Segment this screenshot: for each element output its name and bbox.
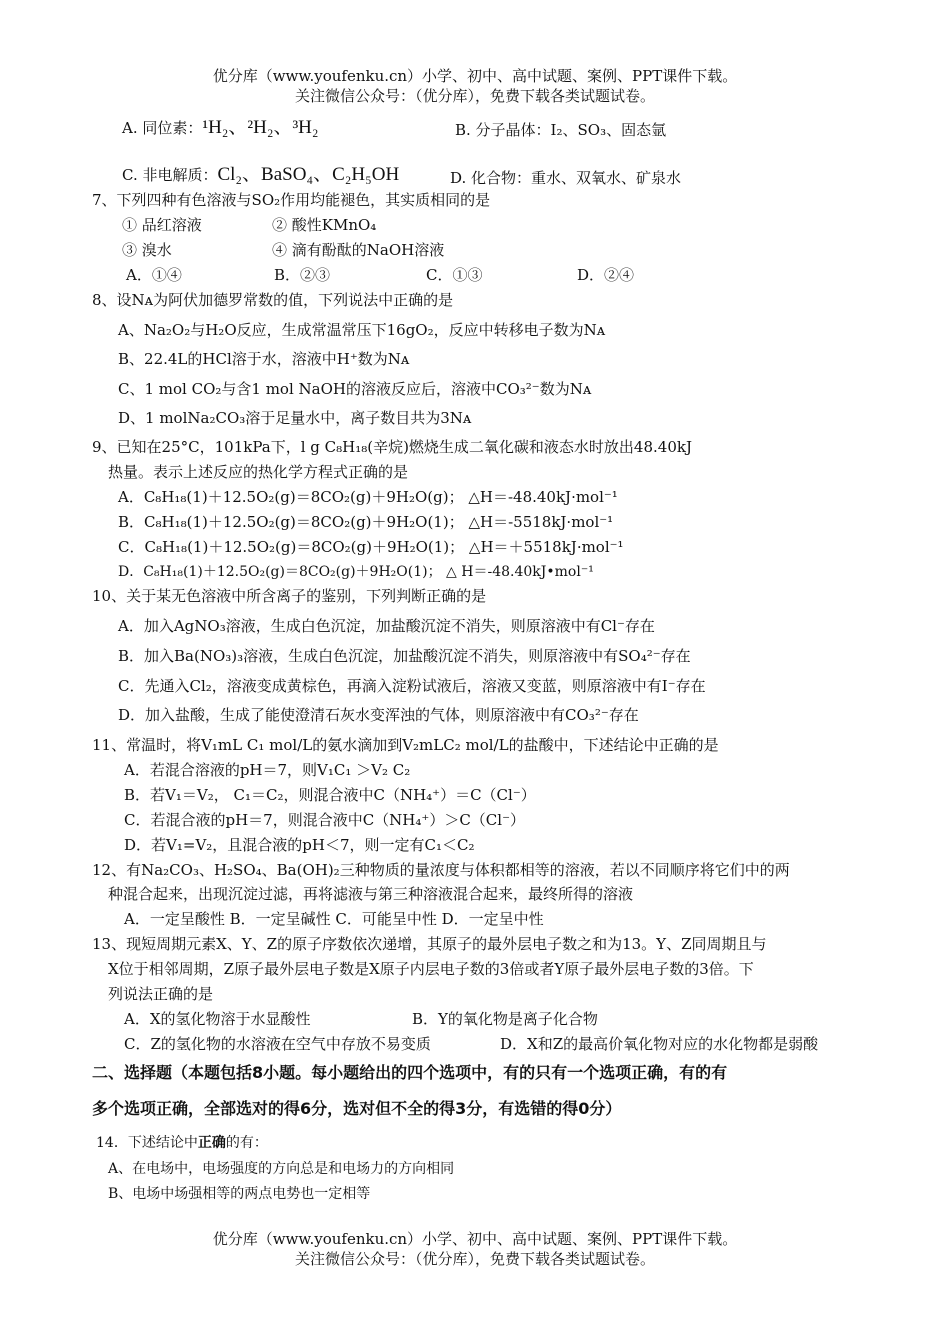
q6-option-b: B. 分子晶体：I₂、SO₃、固态氩	[455, 121, 667, 139]
q7-option-c: C．①③	[426, 266, 483, 284]
q13-stem-cont-2: 列说法正确的是	[108, 985, 214, 1003]
q14-stem	[96, 1133, 268, 1153]
q9-stem-cont: 热量。表示上述反应的热化学方程式正确的是	[108, 463, 409, 481]
q12-options: A．一定呈酸性 B．一定呈碱性 C．可能呈中性 D．一定呈中性	[124, 910, 544, 928]
q8-option-a: A、Na₂O₂与H₂O反应，生成常温常压下16gO₂，反应中转移电子数为Nᴀ	[118, 321, 606, 339]
q14-stem-post: 的有：	[225, 1135, 268, 1151]
q7-item-4: ④ 滴有酚酞的NaOH溶液	[272, 241, 445, 259]
q8-option-c: C、1 mol CO₂与含1 mol NaOH的溶液反应后，溶液中CO₃²⁻数为Nᴀ	[118, 380, 592, 398]
q11-option-a: A．若混合溶液的pH＝7，则V₁C₁ ＞V₂ C₂	[124, 761, 411, 779]
q14-option-b: B、电场中场强相等的两点电势也一定相等	[108, 1186, 371, 1202]
q13-stem: 13、现短周期元素X、Y、Z的原子序数依次递增，其原子的最外层电子数之和为13。Y、Z同周期且与	[92, 935, 767, 953]
q6-option-a	[122, 118, 319, 138]
q7-stem: 7、下列四种有色溶液与SO₂作用均能褪色，其实质相同的是	[92, 191, 491, 209]
q6-option-a-label: A. 同位素：	[122, 119, 203, 137]
q9-option-b: B．C₈H₁₈(1)＋12.5O₂(g)＝8CO₂(g)＋9H₂O(1)； △H＝-5518kJ·mol⁻¹	[118, 513, 614, 531]
q10-stem: 10、关于某无色溶液中所含离子的鉴别，下列判断正确的是	[92, 587, 487, 605]
q7-option-d: D．②④	[577, 266, 635, 284]
q6-option-d: D. 化合物：重水、双氧水、矿泉水	[450, 169, 682, 187]
q7-item-1: ① 品红溶液	[122, 216, 202, 234]
q14-option-a: A、在电场中，电场强度的方向总是和电场力的方向相同	[108, 1161, 455, 1177]
footer-line-2: 关注微信公众号：（优分库），免费下载各类试题试卷。	[294, 1250, 655, 1268]
q6-option-c	[122, 165, 399, 185]
q13-option-d: D．X和Z的最高价氧化物对应的水化物都是弱酸	[500, 1035, 819, 1053]
q9-option-c: C．C₈H₁₈(1)＋12.5O₂(g)＝8CO₂(g)＋9H₂O(1)； △H＝＋5518kJ·mol⁻¹	[118, 538, 624, 556]
q8-stem: 8、设Nᴀ为阿伏加德罗常数的值，下列说法中正确的是	[92, 291, 454, 309]
header-line-2: 关注微信公众号：（优分库），免费下载各类试题试卷。	[294, 87, 655, 105]
q6-option-a-formula: ¹H₂、²H₂、³H₂	[202, 117, 319, 138]
q7-option-b: B．②③	[274, 266, 331, 284]
footer-line-1: 优分库（www.youfenku.cn）小学、初中、高中试题、案例、PPT课件下载。	[212, 1230, 738, 1248]
q11-option-c: C．若混合液的pH＝7，则混合液中C（NH₄⁺）＞C（Cl⁻）	[124, 811, 525, 829]
q14-stem-pre: 14．下述结论中	[96, 1135, 198, 1151]
q11-stem: 11、常温时，将V₁mL C₁ mol/L的氨水滴加到V₂mLC₂ mol/L的盐酸中，下述结论中正确的是	[92, 736, 719, 754]
q9-option-d: D．C₈H₁₈(1)＋12.5O₂(g)＝8CO₂(g)＋9H₂O(1)； △ H＝-48.40kJ•mol⁻¹	[118, 564, 594, 580]
q12-stem: 12、有Na₂CO₃、H₂SO₄、Ba(OH)₂三种物质的量浓度与体积都相等的溶液，若以不同顺序将它们中的两	[92, 861, 790, 879]
q8-option-d: D、1 molNa₂CO₃溶于足量水中，离子数目共为3Nᴀ	[118, 409, 472, 427]
q13-option-b: B．Y的氧化物是离子化合物	[412, 1010, 598, 1028]
q10-option-d: D．加入盐酸，生成了能使澄清石灰水变浑浊的气体，则原溶液中有CO₃²⁻存在	[118, 706, 639, 724]
q6-option-c-label: C. 非电解质：	[122, 166, 218, 184]
q14-stem-bold: 正确	[197, 1135, 226, 1151]
q6-option-c-formula: Cl₂、BaSO₄、C₂H₅OH	[217, 164, 400, 185]
q13-option-a: A．X的氢化物溶于水显酸性	[124, 1010, 311, 1028]
q10-option-a: A．加入AgNO₃溶液，生成白色沉淀，加盐酸沉淀不消失，则原溶液中有Cl⁻存在	[118, 617, 655, 635]
section-2-heading-line-1: 二、选择题（本题包括8小题。每小题给出的四个选项中，有的只有一个选项正确，有的有	[92, 1063, 728, 1082]
q10-option-b: B．加入Ba(NO₃)₃溶液，生成白色沉淀，加盐酸沉淀不消失，则原溶液中有SO₄²⁻存在	[118, 647, 691, 665]
q13-stem-cont: X位于相邻周期，Z原子最外层电子数是X原子内层电子数的3倍或者Y原子最外层电子数的3倍。下	[108, 960, 754, 978]
q7-item-3: ③ 溴水	[122, 241, 172, 259]
section-2-heading-line-2: 多个选项正确，全部选对的得6分，选对但不全的得3分，有选错的得0分）	[92, 1099, 622, 1118]
q12-stem-cont: 种混合起来，出现沉淀过滤，再将滤液与第三种溶液混合起来，最终所得的溶液	[108, 885, 634, 903]
q11-option-d: D．若V₁=V₂，且混合液的pH＜7，则一定有C₁＜C₂	[124, 836, 475, 854]
q7-option-a: A．①④	[126, 266, 182, 284]
header-line-1: 优分库（www.youfenku.cn）小学、初中、高中试题、案例、PPT课件下载。	[212, 67, 738, 85]
q8-option-b: B、22.4L的HCl溶于水，溶液中H⁺数为Nᴀ	[118, 350, 410, 368]
q7-item-2: ② 酸性KMnO₄	[272, 216, 377, 234]
q9-stem: 9、已知在25°C，101kPa下，l g C₈H₁₈(辛烷)燃烧生成二氧化碳和液态水时放出48.40kJ	[92, 438, 692, 456]
q11-option-b: B．若V₁＝V₂， C₁＝C₂，则混合液中C（NH₄⁺）＝C（Cl⁻）	[124, 786, 536, 804]
q13-option-c: C．Z的氢化物的水溶液在空气中存放不易变质	[124, 1035, 431, 1053]
q10-option-c: C．先通入Cl₂，溶液变成黄棕色，再滴入淀粉试液后，溶液又变蓝，则原溶液中有I⁻存在	[118, 677, 706, 695]
q9-option-a: A．C₈H₁₈(1)＋12.5O₂(g)＝8CO₂(g)＋9H₂O(g)； △H＝-48.40kJ·mol⁻¹	[118, 488, 618, 506]
